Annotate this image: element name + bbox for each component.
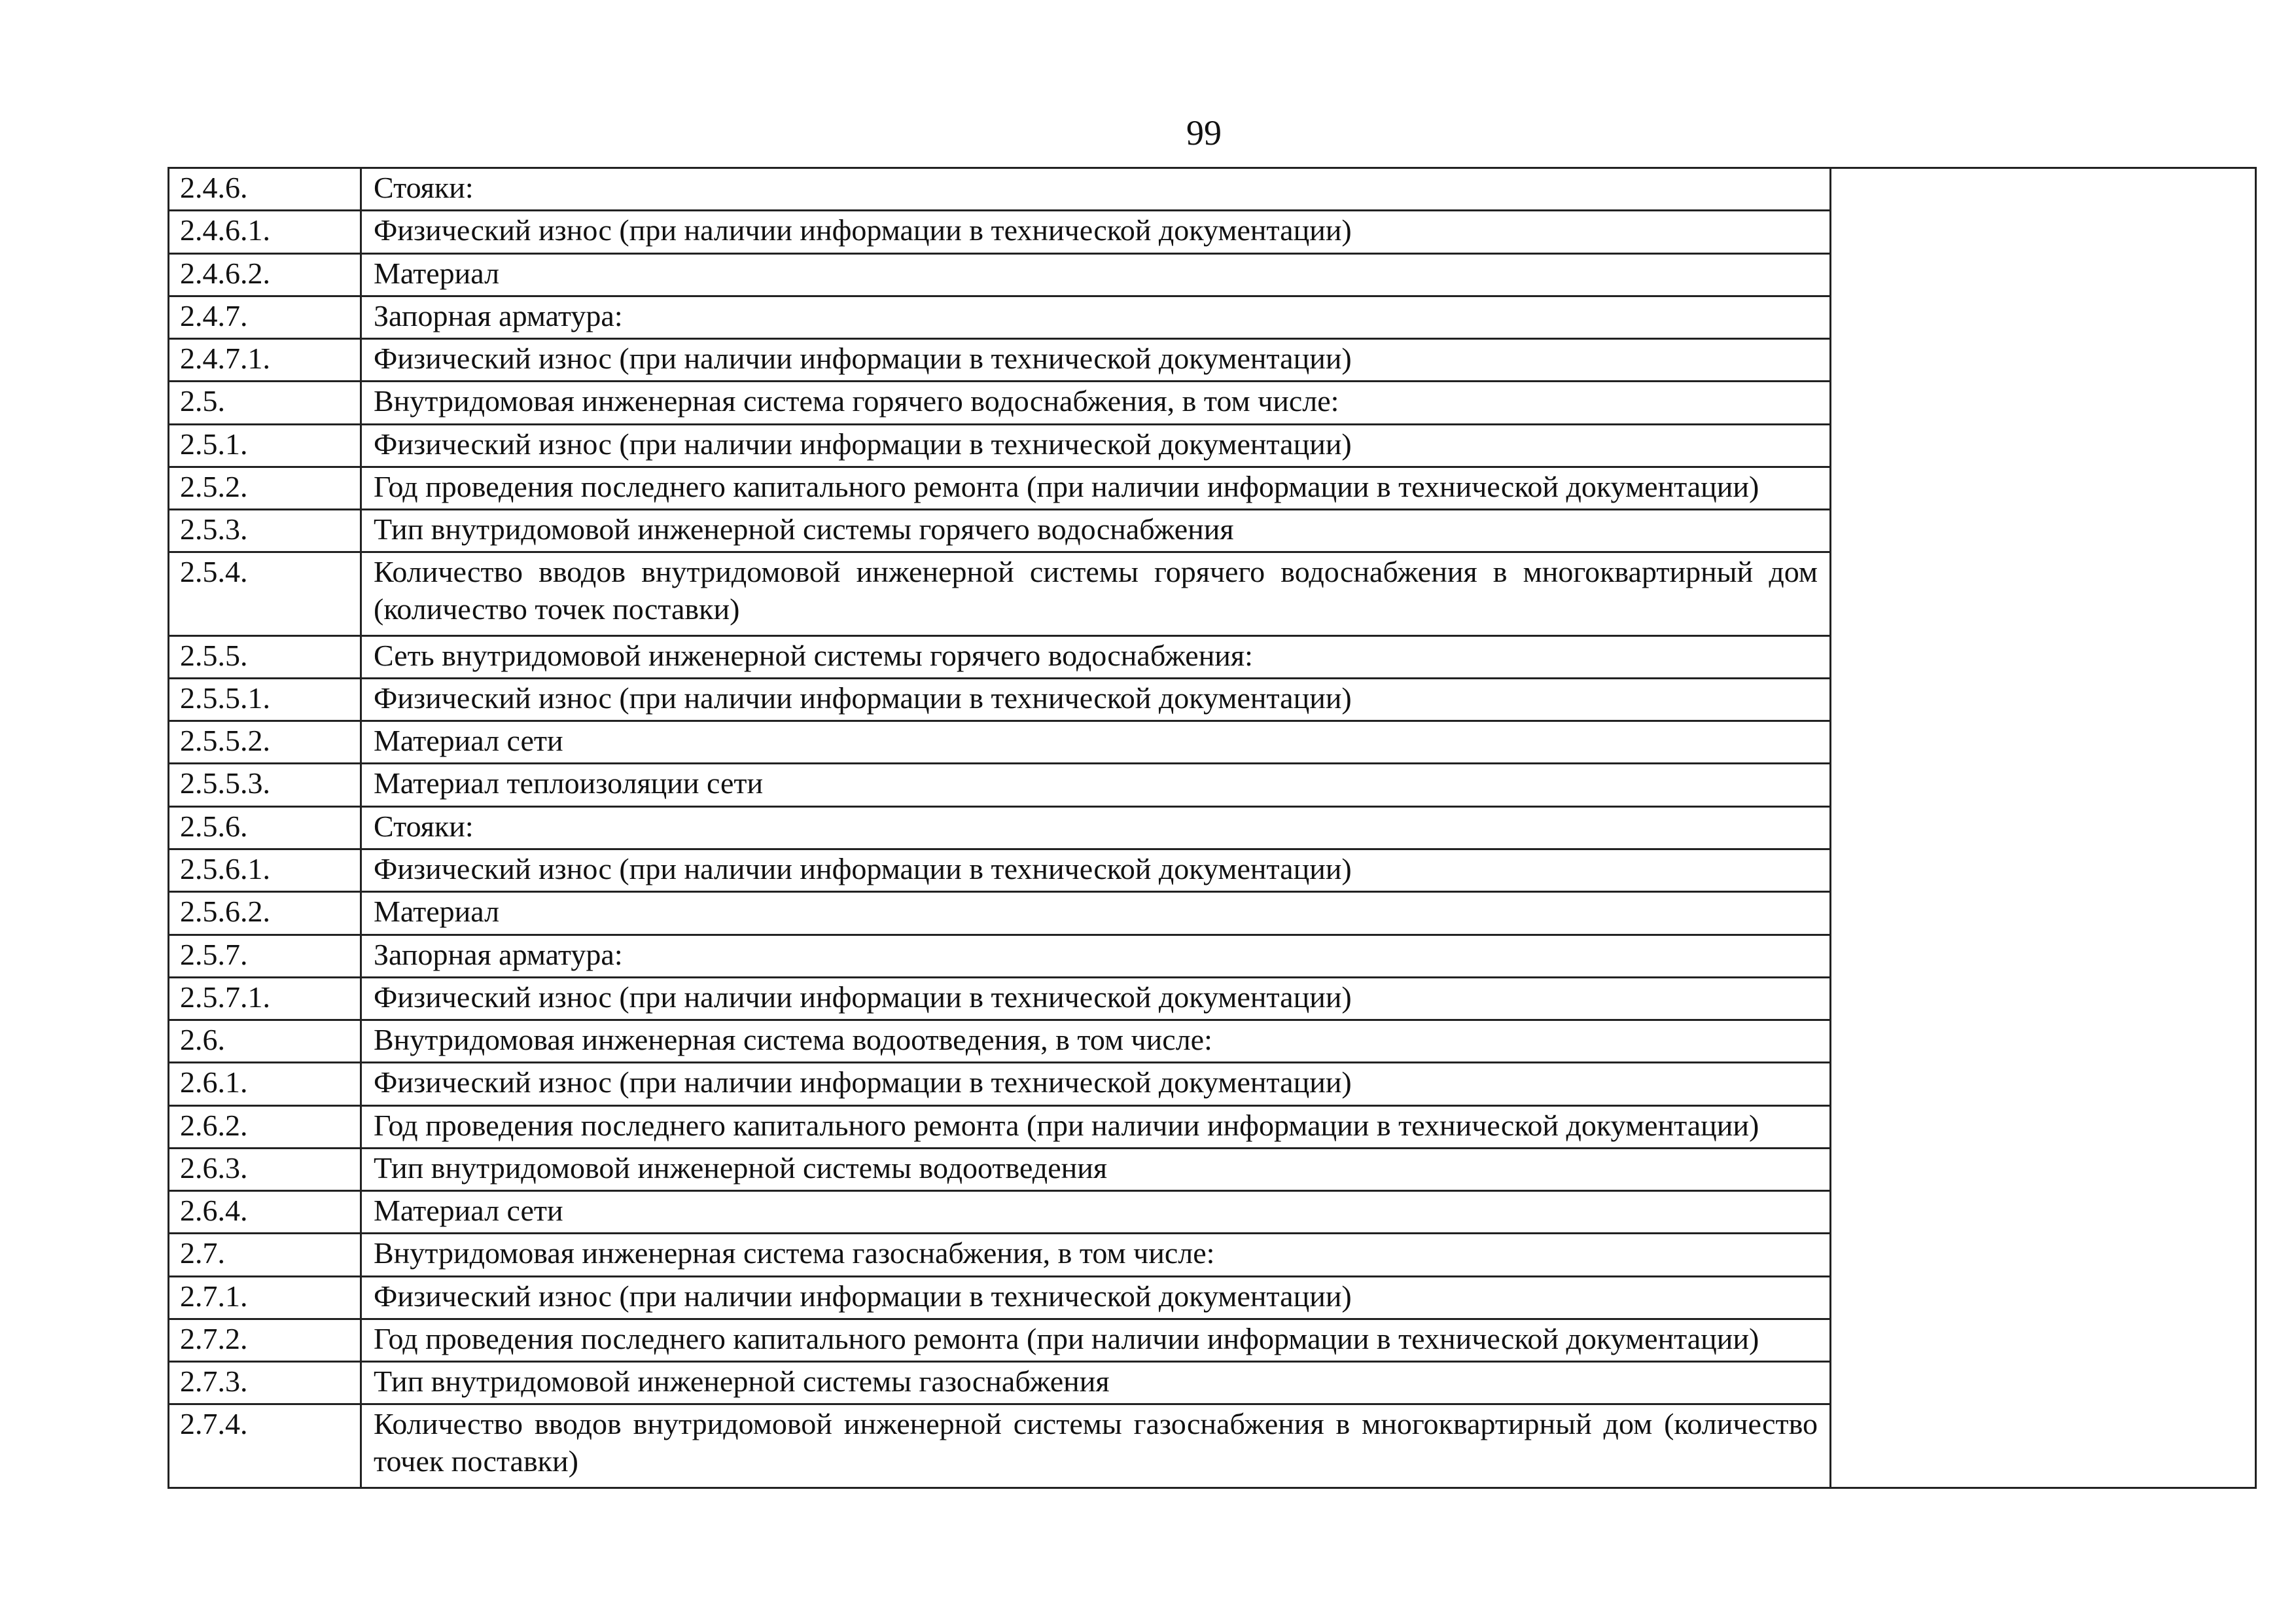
item-text-cell: Запорная арматура: <box>361 935 1831 977</box>
document-table <box>168 167 2257 1489</box>
item-number-cell: 2.5.7.1. <box>169 977 361 1020</box>
item-text-cell: Материал сети <box>361 1191 1831 1234</box>
item-text-cell: Физический износ (при наличии информации в технической документации) <box>361 211 1831 253</box>
item-text-cell: Физический износ (при наличии информации в технической документации) <box>361 1063 1831 1105</box>
item-number-cell: 2.4.6. <box>169 168 361 211</box>
item-text-cell: Тип внутридомовой инженерной системы газоснабжения <box>361 1362 1831 1404</box>
item-number-cell: 2.5.5.1. <box>169 678 361 721</box>
page-number: 99 <box>1186 113 1222 152</box>
item-text-cell: Год проведения последнего капитального ремонта (при наличии информации в технической документации) <box>361 1105 1831 1148</box>
item-text-cell: Физический износ (при наличии информации в технической документации) <box>361 678 1831 721</box>
item-number-cell: 2.4.7. <box>169 296 361 338</box>
item-text-cell: Внутридомовая инженерная система водоотведения, в том числе: <box>361 1020 1831 1063</box>
item-text-cell: Физический износ (при наличии информации в технической документации) <box>361 849 1831 892</box>
item-number-cell: 2.7.3. <box>169 1362 361 1404</box>
item-number-cell: 2.5.1. <box>169 424 361 467</box>
item-text-cell: Физический износ (при наличии информации в технической документации) <box>361 339 1831 382</box>
item-text-cell: Запорная арматура: <box>361 296 1831 338</box>
item-text-cell: Физический износ (при наличии информации в технической документации) <box>361 1276 1831 1319</box>
item-number-cell: 2.4.6.2. <box>169 253 361 296</box>
blank-value-column <box>1831 168 2256 1488</box>
table-body <box>169 168 2256 1488</box>
item-text-cell: Тип внутридомовой инженерной системы горячего водоснабжения <box>361 510 1831 552</box>
item-text-cell: Физический износ (при наличии информации в технической документации) <box>361 977 1831 1020</box>
item-number-cell: 2.5.4. <box>169 552 361 635</box>
item-number-cell: 2.5.2. <box>169 467 361 509</box>
item-number-cell: 2.7. <box>169 1234 361 1276</box>
item-number-cell: 2.7.1. <box>169 1276 361 1319</box>
item-text-cell: Стояки: <box>361 806 1831 849</box>
item-text-cell: Материал <box>361 253 1831 296</box>
item-number-cell: 2.7.4. <box>169 1404 361 1488</box>
item-number-cell: 2.5.6.1. <box>169 849 361 892</box>
item-text-cell: Тип внутридомовой инженерной системы водоотведения <box>361 1148 1831 1190</box>
item-text-cell: Материал <box>361 892 1831 935</box>
item-number-cell: 2.5.6. <box>169 806 361 849</box>
item-number-cell: 2.6. <box>169 1020 361 1063</box>
item-number-cell: 2.5.5.2. <box>169 721 361 764</box>
item-text-cell: Количество вводов внутридомовой инженерной системы газоснабжения в многоквартирный дом (количество точек поставки) <box>361 1404 1831 1488</box>
item-number-cell: 2.4.7.1. <box>169 339 361 382</box>
item-number-cell: 2.6.1. <box>169 1063 361 1105</box>
item-number-cell: 2.5.5.3. <box>169 764 361 806</box>
item-text-cell: Год проведения последнего капитального ремонта (при наличии информации в технической документации) <box>361 1319 1831 1361</box>
item-text-cell: Материал сети <box>361 721 1831 764</box>
item-number-cell: 2.6.2. <box>169 1105 361 1148</box>
item-text-cell: Внутридомовая инженерная система газоснабжения, в том числе: <box>361 1234 1831 1276</box>
item-text-cell: Год проведения последнего капитального ремонта (при наличии информации в технической документации) <box>361 467 1831 509</box>
item-text-cell: Физический износ (при наличии информации в технической документации) <box>361 424 1831 467</box>
item-number-cell: 2.5.6.2. <box>169 892 361 935</box>
item-text-cell: Стояки: <box>361 168 1831 211</box>
item-number-cell: 2.7.2. <box>169 1319 361 1361</box>
item-number-cell: 2.6.3. <box>169 1148 361 1190</box>
item-text-cell: Сеть внутридомовой инженерной системы горячего водоснабжения: <box>361 635 1831 678</box>
item-text-cell: Количество вводов внутридомовой инженерной системы горячего водоснабжения в многоквартирный дом (количество точек поставки) <box>361 552 1831 635</box>
item-number-cell: 2.6.4. <box>169 1191 361 1234</box>
item-number-cell: 2.5. <box>169 382 361 424</box>
item-text-cell: Материал теплоизоляции сети <box>361 764 1831 806</box>
table-row <box>169 168 2256 211</box>
item-number-cell: 2.4.6.1. <box>169 211 361 253</box>
item-number-cell: 2.5.3. <box>169 510 361 552</box>
item-number-cell: 2.5.5. <box>169 635 361 678</box>
item-text-cell: Внутридомовая инженерная система горячего водоснабжения, в том числе: <box>361 382 1831 424</box>
item-number-cell: 2.5.7. <box>169 935 361 977</box>
